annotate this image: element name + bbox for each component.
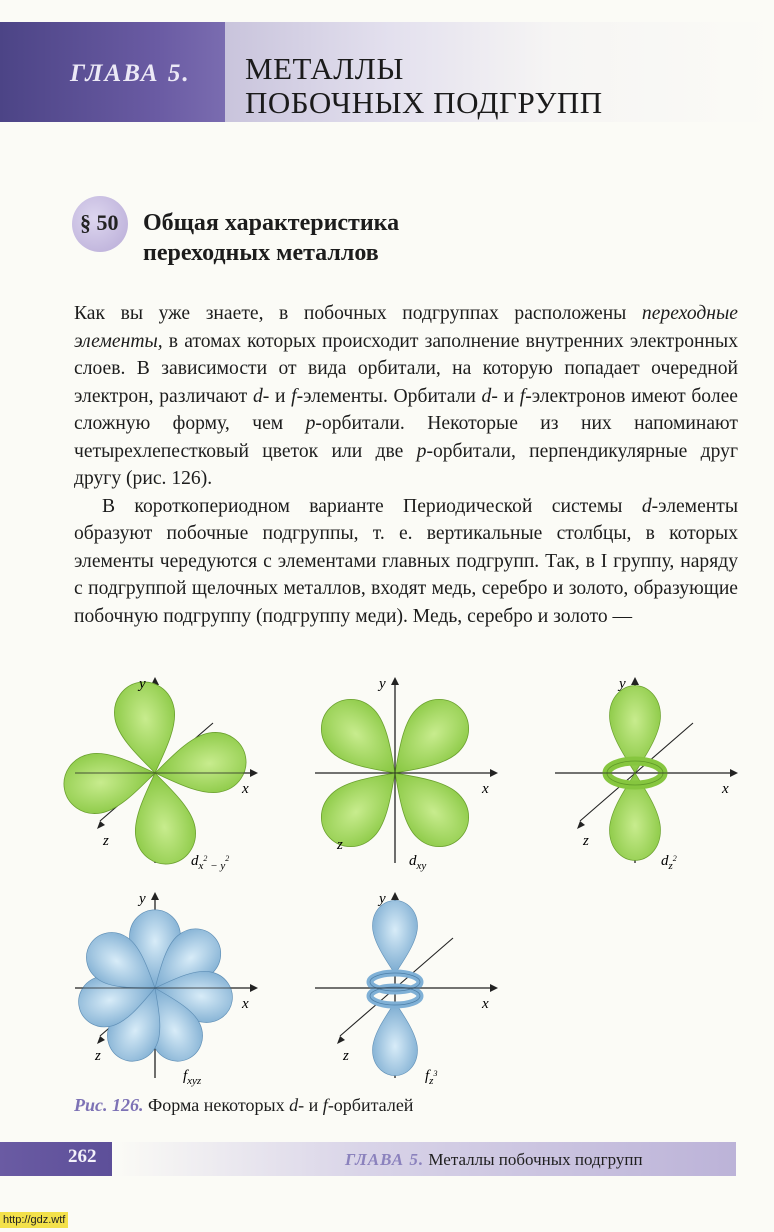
- symbol-italic: d: [641, 495, 652, 517]
- axis-x-label: x: [482, 781, 489, 797]
- orbital-fz3: [315, 891, 498, 1087]
- orbital-dz2: [555, 676, 738, 872]
- footer-chapter-label: ГЛАВА 5.: [345, 1150, 425, 1169]
- caption-text: -орбиталей: [327, 1095, 414, 1115]
- orbital-label: $d_{xy}$: [409, 853, 427, 872]
- section-title-line1: Общая характеристика: [143, 210, 400, 236]
- chapter-title: [245, 52, 603, 120]
- symbol-italic: f: [291, 385, 297, 407]
- text-span: Как вы уже знаете, в побочных подгруппах расположены: [74, 303, 642, 324]
- orbital-label: $d_z^2$: [661, 853, 677, 872]
- text-span: - и: [491, 385, 520, 407]
- term-italic: переходные элементы,: [74, 303, 738, 352]
- symbol-italic: p: [305, 413, 316, 434]
- symbol-italic: d: [481, 385, 492, 407]
- symbol-italic: f: [519, 385, 526, 407]
- axis-y-label: y: [379, 676, 386, 692]
- figure-caption: [74, 1095, 413, 1116]
- axis-x-label: x: [722, 781, 729, 797]
- axis-z-label: z: [583, 833, 589, 849]
- axis-y-label: y: [139, 891, 146, 907]
- chapter-title-line1: МЕТАЛЛЫ: [245, 51, 404, 86]
- chapter-title-line2: ПОБОЧНЫХ ПОДГРУПП: [245, 85, 603, 120]
- section-title: [143, 208, 399, 268]
- symbol-italic: d: [252, 385, 263, 407]
- axis-z-label: z: [337, 837, 343, 853]
- axis-y-label: y: [139, 676, 146, 692]
- watermark-link[interactable]: http://gdz.wtf: [0, 1212, 68, 1228]
- footer-chapter: [345, 1150, 643, 1170]
- axis-z-label: z: [343, 1048, 349, 1064]
- footer-chapter-title: Металлы побочных подгрупп: [424, 1150, 643, 1169]
- axis-y-label: y: [619, 676, 626, 692]
- axis-x-label: x: [242, 996, 249, 1012]
- text-span: В короткопериодном варианте Периодической системы: [102, 495, 642, 517]
- paragraph-2: [74, 493, 738, 631]
- section-title-line2: переходных металлов: [143, 240, 379, 266]
- chapter-header: [0, 22, 774, 122]
- caption-symbol: d: [289, 1095, 299, 1115]
- orbital-figure: [60, 668, 750, 1088]
- chapter-label: ГЛАВА 5.: [70, 60, 191, 87]
- axis-x-label: x: [242, 781, 249, 797]
- text-span: -элементы. Орбитали: [296, 385, 482, 407]
- orbital-dx2-y2: [60, 676, 258, 872]
- section-number: § 50: [80, 210, 119, 235]
- axis-y-label: y: [379, 891, 386, 907]
- axis-x-label: x: [482, 996, 489, 1012]
- paragraph-1: [74, 300, 738, 493]
- text-span: -орбитали. Некоторые из них напоминают четырехлепестковый цветок или две: [74, 413, 738, 462]
- caption-label: Рис. 126.: [74, 1095, 144, 1115]
- text-span: -элементы образуют побочные подгруппы, т. е. вертикальные столбцы, в которых элементы чередуются с элементами главных подгрупп. Так, в I группу, наряду с подгруппой щелочных металлов, входят медь, серебро и золото, образующие побочную подгруппу (подгруппу меди). Медь, серебро и золото —: [74, 495, 738, 627]
- orbital-label: $d_x^2$ $_{- y}^2$: [191, 853, 230, 872]
- body-text: [74, 300, 738, 630]
- caption-text: - и: [298, 1095, 323, 1115]
- axis-z-label: z: [95, 1048, 101, 1064]
- page-number: 262: [68, 1146, 97, 1167]
- orbital-label: $f_z^3$: [425, 1068, 438, 1087]
- text-span: - и: [262, 385, 292, 407]
- symbol-italic: p: [416, 440, 427, 462]
- orbital-dxy: [309, 676, 498, 872]
- text-span: -электронов имеют более сложную форму, чем: [74, 385, 739, 434]
- orbital-label: $f_{xyz}$: [183, 1068, 202, 1087]
- orbital-fxyz: [73, 891, 258, 1087]
- text-span: в атомах которых происходит заполнение внутренних электронных слоев. В зависимости от вида орбитали, на которую попадает очередной электрон, различают: [74, 330, 738, 407]
- axis-z-label: z: [103, 833, 109, 849]
- caption-symbol: f: [322, 1095, 328, 1115]
- text-span: -орбитали, перпендикулярные друг другу (рис. 126).: [74, 440, 738, 489]
- caption-text: Форма некоторых: [143, 1095, 290, 1115]
